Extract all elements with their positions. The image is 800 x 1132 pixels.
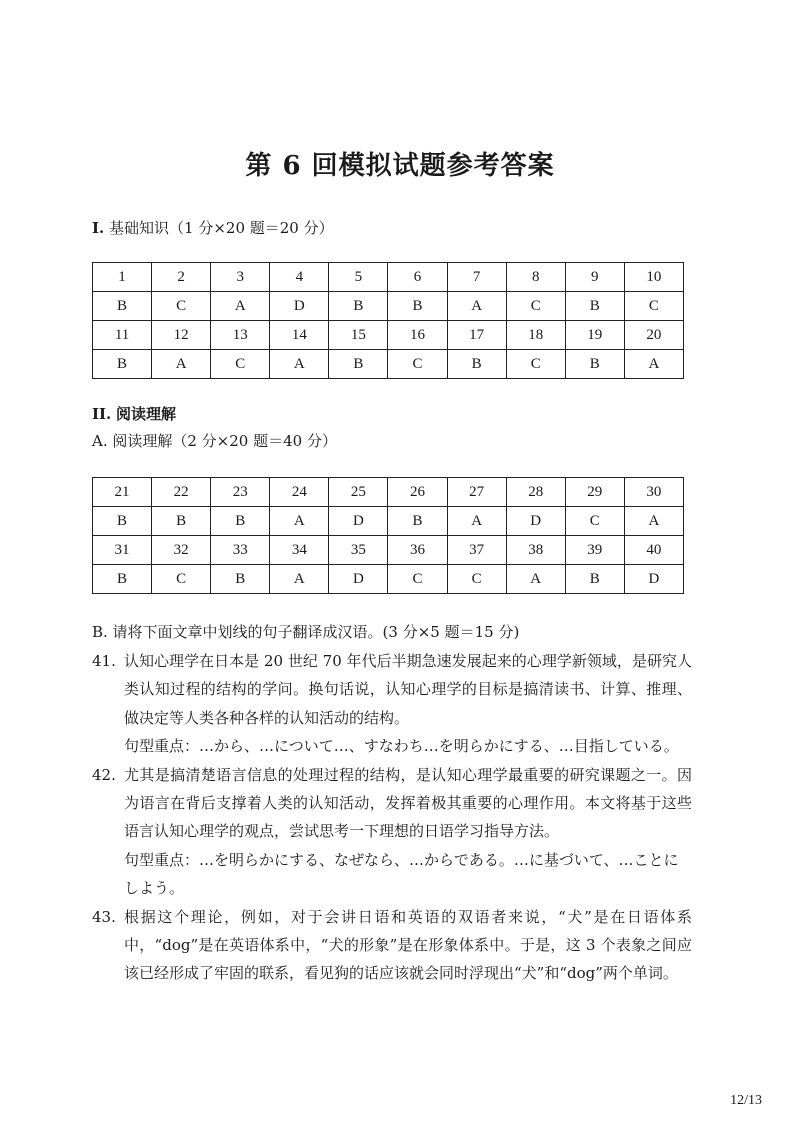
answer-cell: A bbox=[270, 507, 329, 536]
item-sentence-pattern: 句型重点：…を明らかにする、なぜなら、…からである。…に基づいて、…ことにしよう。 bbox=[124, 850, 679, 898]
answer-cell: B bbox=[211, 507, 270, 536]
section1-heading bbox=[92, 217, 334, 238]
question-number-cell: 36 bbox=[388, 536, 447, 565]
answer-cell: B bbox=[565, 350, 624, 379]
question-number-cell: 24 bbox=[270, 478, 329, 507]
question-number-cell: 7 bbox=[447, 263, 506, 292]
translation-item bbox=[92, 647, 692, 761]
question-number-cell: 3 bbox=[211, 263, 270, 292]
section2-heading bbox=[92, 403, 176, 424]
answer-cell: C bbox=[624, 292, 683, 321]
answer-cell: C bbox=[447, 565, 506, 594]
question-number-cell: 15 bbox=[329, 321, 388, 350]
answer-cell: C bbox=[506, 350, 565, 379]
question-number-cell: 2 bbox=[152, 263, 211, 292]
answer-cell: A bbox=[624, 350, 683, 379]
question-number-cell: 10 bbox=[624, 263, 683, 292]
answer-cell: D bbox=[506, 507, 565, 536]
question-number-cell: 26 bbox=[388, 478, 447, 507]
section2-heading-text: 阅读理解 bbox=[116, 405, 177, 423]
question-number-cell: 4 bbox=[270, 263, 329, 292]
question-number-cell: 25 bbox=[329, 478, 388, 507]
answer-cell: C bbox=[388, 565, 447, 594]
item-answer-text: 尤其是搞清楚语言信息的处理过程的结构，是认知心理学最重要的研究课题之一。因为语言在背后支撑着人类的认知活动，发挥着极其重要的心理作用。本文将基于这些语言认知心理学的观点，尝试思考一下理想的日语学习指导方法。 bbox=[124, 765, 692, 841]
page-title: 第 6 回模拟试题参考答案 bbox=[245, 151, 555, 181]
question-number-cell: 1 bbox=[93, 263, 152, 292]
answer-cell: A bbox=[211, 292, 270, 321]
answer-cell: B bbox=[93, 350, 152, 379]
question-number-cell: 35 bbox=[329, 536, 388, 565]
page-number: 12/13 bbox=[730, 1093, 762, 1108]
section1-heading-text: 基础知识（1 分×20 题＝20 分） bbox=[109, 219, 334, 237]
answer-cell: A bbox=[447, 507, 506, 536]
answer-cell: B bbox=[388, 292, 447, 321]
answer-cell: D bbox=[624, 565, 683, 594]
question-number-cell: 29 bbox=[565, 478, 624, 507]
item-number: 43. bbox=[92, 907, 116, 926]
answer-cell: A bbox=[506, 565, 565, 594]
answer-cell: D bbox=[270, 292, 329, 321]
answer-cell: A bbox=[447, 292, 506, 321]
answer-cell: C bbox=[152, 292, 211, 321]
answer-cell: C bbox=[152, 565, 211, 594]
item-answer-text: 根据这个理论，例如，对于会讲日语和英语的双语者来说，“犬”是在日语体系中，“dog”是在英语体系中，“犬的形象”是在形象体系中。于是，这 3 个表象之间应该已经形成了牢固的联系，看见狗的话应该就会同时浮现出“犬”和“dog”两个单词。 bbox=[124, 907, 692, 983]
question-number-cell: 37 bbox=[447, 536, 506, 565]
section2-number: II. bbox=[92, 405, 112, 423]
item-sentence-pattern: 句型重点：…から、…について…、すなわち…を明らかにする、…目指している。 bbox=[124, 737, 679, 756]
answer-cell: A bbox=[152, 350, 211, 379]
answer-cell: B bbox=[329, 350, 388, 379]
question-number-cell: 31 bbox=[93, 536, 152, 565]
answer-cell: B bbox=[565, 565, 624, 594]
question-number-cell: 22 bbox=[152, 478, 211, 507]
answer-cell: A bbox=[270, 565, 329, 594]
section2-part-a-heading: A. 阅读理解（2 分×20 题＝40 分） bbox=[92, 432, 337, 450]
question-number-cell: 32 bbox=[152, 536, 211, 565]
table-row bbox=[93, 321, 684, 350]
answer-cell: B bbox=[565, 292, 624, 321]
answer-cell: B bbox=[388, 507, 447, 536]
answer-table-reading bbox=[92, 477, 684, 594]
answer-cell: A bbox=[270, 350, 329, 379]
answer-cell: D bbox=[329, 507, 388, 536]
answer-cell: B bbox=[93, 565, 152, 594]
question-number-cell: 12 bbox=[152, 321, 211, 350]
question-number-cell: 5 bbox=[329, 263, 388, 292]
question-number-cell: 8 bbox=[506, 263, 565, 292]
answer-table-basic bbox=[92, 262, 684, 379]
item-number: 41. bbox=[92, 652, 116, 670]
answer-cell: C bbox=[388, 350, 447, 379]
answer-cell: C bbox=[211, 350, 270, 379]
table-row bbox=[93, 350, 684, 379]
question-number-cell: 14 bbox=[270, 321, 329, 350]
question-number-cell: 34 bbox=[270, 536, 329, 565]
answer-cell: B bbox=[93, 507, 152, 536]
question-number-cell: 16 bbox=[388, 321, 447, 350]
table-row bbox=[93, 292, 684, 321]
answer-cell: A bbox=[624, 507, 683, 536]
table-row bbox=[93, 565, 684, 594]
question-number-cell: 23 bbox=[211, 478, 270, 507]
table-row bbox=[93, 536, 684, 565]
answer-cell: D bbox=[329, 565, 388, 594]
section1-number: I. bbox=[92, 219, 105, 237]
question-number-cell: 20 bbox=[624, 321, 683, 350]
table-row bbox=[93, 263, 684, 292]
question-number-cell: 13 bbox=[211, 321, 270, 350]
table-row bbox=[93, 507, 684, 536]
question-number-cell: 30 bbox=[624, 478, 683, 507]
question-number-cell: 6 bbox=[388, 263, 447, 292]
answer-cell: B bbox=[93, 292, 152, 321]
question-number-cell: 39 bbox=[565, 536, 624, 565]
answer-cell: B bbox=[152, 507, 211, 536]
question-number-cell: 9 bbox=[565, 263, 624, 292]
table-row bbox=[93, 478, 684, 507]
answer-cell: B bbox=[447, 350, 506, 379]
question-number-cell: 27 bbox=[447, 478, 506, 507]
question-number-cell: 38 bbox=[506, 536, 565, 565]
answer-cell: C bbox=[565, 507, 624, 536]
answer-cell: B bbox=[329, 292, 388, 321]
question-number-cell: 28 bbox=[506, 478, 565, 507]
question-number-cell: 19 bbox=[565, 321, 624, 350]
translation-item bbox=[92, 903, 692, 988]
section2-part-b-heading: B. 请将下面文章中划线的句子翻译成汉语。(3 分×5 题＝15 分) bbox=[92, 623, 520, 641]
question-number-cell: 40 bbox=[624, 536, 683, 565]
answer-cell: B bbox=[211, 565, 270, 594]
question-number-cell: 21 bbox=[93, 478, 152, 507]
translation-items bbox=[92, 647, 692, 988]
answer-cell: C bbox=[506, 292, 565, 321]
question-number-cell: 11 bbox=[93, 321, 152, 350]
translation-item bbox=[92, 761, 692, 903]
item-answer-text: 认知心理学在日本是 20 世纪 70 年代后半期急速发展起来的心理学新领域，是研究人类认知过程的结构的学问。换句话说，认知心理学的目标是搞清读书、计算、推理、做决定等人类各种各样的认知活动的结构。 bbox=[124, 652, 692, 727]
question-number-cell: 18 bbox=[506, 321, 565, 350]
question-number-cell: 17 bbox=[447, 321, 506, 350]
question-number-cell: 33 bbox=[211, 536, 270, 565]
item-number: 42. bbox=[92, 765, 116, 784]
